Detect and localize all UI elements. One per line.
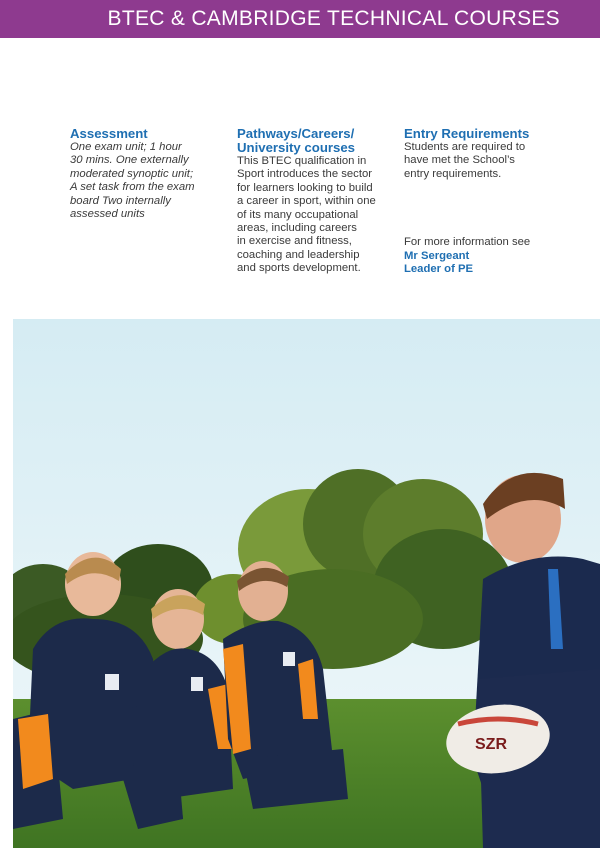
pathways-column	[237, 127, 397, 276]
entry-column	[404, 127, 554, 276]
assessment-column	[70, 127, 220, 221]
assessment-line: A set task from the exam	[70, 181, 195, 194]
pathways-heading-line: University courses	[237, 140, 356, 155]
page-title: BTEC & CAMBRIDGE TECHNICAL COURSES	[107, 7, 560, 30]
pathways-line: This BTEC qualification in	[237, 155, 367, 167]
entry-heading: Entry Requirements	[404, 126, 530, 141]
ball-logo: SZR	[475, 736, 507, 753]
pathways-line: of its many occupational	[237, 208, 359, 221]
assessment-text	[70, 141, 220, 221]
more-info-text: For more information see	[404, 236, 531, 249]
pathways-line: areas, including careers	[237, 222, 357, 235]
contact-name: Mr Sergeant	[404, 249, 470, 262]
pathways-heading-line: Pathways/Careers/	[237, 126, 355, 141]
assessment-line: board Two internally	[70, 194, 171, 207]
pathways-text	[237, 155, 397, 276]
pathways-line: in exercise and fitness,	[237, 235, 352, 248]
entry-line: have met the School’s	[404, 154, 515, 167]
assessment-line: moderated synoptic unit;	[70, 167, 194, 180]
pathways-line: and sports development.	[237, 262, 361, 275]
pathways-line: for learners looking to build	[237, 181, 373, 194]
sports-photo	[13, 319, 600, 848]
pathways-line: a career in sport, within one	[237, 195, 376, 208]
entry-line: entry requirements.	[404, 167, 502, 180]
pathways-line: coaching and leadership	[237, 248, 360, 261]
entry-line: Students are required to	[404, 141, 526, 153]
header-bar	[0, 0, 600, 38]
assessment-line: 30 mins. One externally	[70, 154, 189, 167]
assessment-heading: Assessment	[70, 126, 148, 141]
pathways-heading	[237, 127, 397, 155]
assessment-line: One exam unit; 1 hour	[70, 141, 182, 153]
contact-role: Leader of PE	[404, 263, 474, 276]
assessment-line: assessed units	[70, 208, 145, 221]
entry-text	[404, 141, 554, 181]
pathways-line: Sport introduces the sector	[237, 168, 373, 181]
